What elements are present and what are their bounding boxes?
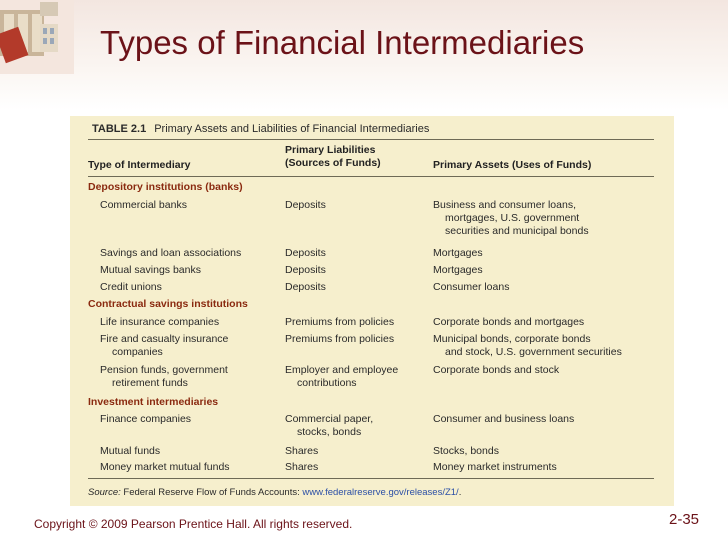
- cell-assets: [433, 364, 559, 377]
- source-end: .: [458, 487, 462, 498]
- cell-line: Premiums from policies: [285, 333, 395, 345]
- cell-line: Life insurance companies: [100, 316, 220, 328]
- table-caption-text: Primary Assets and Liabilities of Financial Intermediaries: [154, 123, 430, 135]
- cell-liabilities: [285, 333, 394, 346]
- cell-line: Deposits: [285, 281, 326, 293]
- cell-liabilities: [285, 461, 318, 474]
- cell-liabilities: [285, 316, 394, 329]
- cell-liabilities: [285, 281, 326, 294]
- table-2-1: [70, 116, 674, 506]
- cell-liabilities: [285, 264, 326, 277]
- cell-line: stocks, bonds: [297, 426, 362, 438]
- cell-liabilities: [285, 413, 373, 439]
- cell-line: Finance companies: [100, 413, 192, 425]
- cell-line: Mutual funds: [100, 445, 161, 457]
- cell-line: Corporate bonds and mortgages: [433, 316, 585, 328]
- col-header-liabilities-line1: Primary Liabilities: [285, 144, 376, 156]
- cell-line: Corporate bonds and stock: [433, 364, 560, 376]
- cell-type: [100, 316, 219, 329]
- cell-liabilities: [285, 247, 326, 260]
- cell-line: Credit unions: [100, 281, 162, 293]
- cell-liabilities: [285, 445, 318, 458]
- cell-line: companies: [112, 346, 163, 358]
- source-link[interactable]: www.federalreserve.gov/releases/Z1/: [302, 487, 459, 498]
- cell-line: Deposits: [285, 199, 326, 211]
- cell-type: [100, 413, 191, 426]
- cell-assets: [433, 199, 589, 238]
- cell-liabilities: [285, 364, 398, 390]
- cell-line: Business and consumer loans,: [433, 199, 576, 211]
- source-label: Source:: [88, 487, 121, 498]
- cell-type: [100, 247, 241, 260]
- cell-type: [100, 364, 228, 390]
- copyright-notice: Copyright © 2009 Pearson Prentice Hall. All rights reserved.: [34, 517, 353, 531]
- cell-line: and stock, U.S. government securities: [445, 346, 622, 358]
- cell-assets: [433, 333, 622, 359]
- cell-line: Consumer loans: [433, 281, 510, 293]
- header-rule: [88, 176, 654, 177]
- cell-line: contributions: [297, 377, 357, 389]
- col-header-assets: Primary Assets (Uses of Funds): [433, 159, 592, 171]
- cell-assets: [433, 281, 509, 294]
- cell-line: retirement funds: [112, 377, 188, 389]
- cell-line: Consumer and business loans: [433, 413, 575, 425]
- col-header-liabilities: [285, 144, 381, 170]
- cell-assets: [433, 461, 557, 474]
- source-text: Federal Reserve Flow of Funds Accounts:: [123, 487, 303, 498]
- cell-line: Shares: [285, 445, 319, 457]
- cell-line: Money market mutual funds: [100, 461, 230, 473]
- col-header-liabilities-line2: (Sources of Funds): [285, 157, 381, 169]
- cell-line: Premiums from policies: [285, 316, 395, 328]
- cell-line: Fire and casualty insurance: [100, 333, 229, 345]
- table-caption: [92, 123, 429, 135]
- cell-assets: [433, 413, 574, 426]
- cell-type: [100, 264, 201, 277]
- cell-line: Shares: [285, 461, 319, 473]
- cell-line: Deposits: [285, 264, 326, 276]
- cell-line: Mutual savings banks: [100, 264, 201, 276]
- cell-line: Mortgages: [433, 247, 483, 259]
- cell-line: Pension funds, government: [100, 364, 228, 376]
- cell-line: Employer and employee: [285, 364, 399, 376]
- cell-line: Municipal bonds, corporate bonds: [433, 333, 591, 345]
- publisher-logo: [0, 0, 74, 74]
- col-header-type: Type of Intermediary: [88, 159, 191, 171]
- cell-type: [100, 445, 160, 458]
- cell-line: mortgages, U.S. government: [445, 212, 580, 224]
- cell-assets: [433, 264, 483, 277]
- cell-type: [100, 333, 228, 359]
- cell-type: [100, 281, 162, 294]
- cell-liabilities: [285, 199, 326, 212]
- cell-type: [100, 461, 230, 474]
- footer-rule: [88, 478, 654, 479]
- cell-line: securities and municipal bonds: [445, 225, 589, 237]
- slide-title: Types of Financial Intermediaries: [100, 24, 585, 61]
- caption-rule: [88, 139, 654, 140]
- section-contractual: Contractual savings institutions: [88, 298, 248, 310]
- cell-assets: [433, 445, 499, 458]
- cell-line: Savings and loan associations: [100, 247, 242, 259]
- cell-assets: [433, 316, 584, 329]
- page-number: 2-35: [669, 511, 700, 528]
- table-number: TABLE 2.1: [92, 123, 147, 135]
- cell-assets: [433, 247, 483, 260]
- cell-type: [100, 199, 187, 212]
- cell-line: Stocks, bonds: [433, 445, 499, 457]
- cell-line: Money market instruments: [433, 461, 557, 473]
- table-source: [88, 487, 461, 498]
- section-investment: Investment intermediaries: [88, 396, 219, 408]
- cell-line: Commercial banks: [100, 199, 187, 211]
- cell-line: Mortgages: [433, 264, 483, 276]
- cell-line: Deposits: [285, 247, 326, 259]
- cell-line: Commercial paper,: [285, 413, 374, 425]
- section-depository: Depository institutions (banks): [88, 181, 243, 193]
